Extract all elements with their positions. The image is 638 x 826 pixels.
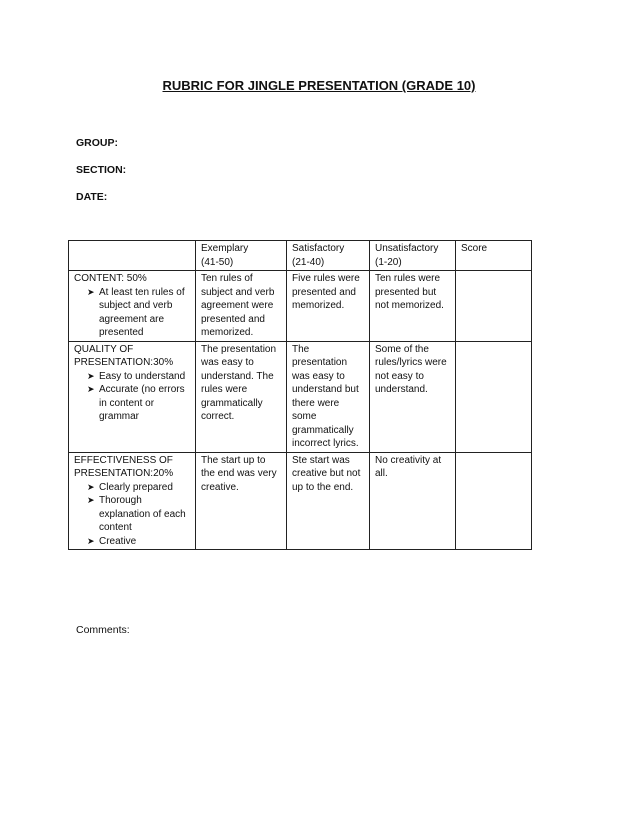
satisfactory-cell: Five rules were presented and memorized.	[287, 271, 370, 342]
arrow-bullet-icon: ➤	[87, 481, 95, 492]
header-range: (21-40)	[292, 256, 325, 268]
rubric-table	[68, 240, 532, 550]
date-field-label: DATE:	[76, 191, 108, 203]
arrow-bullet-icon: ➤	[87, 370, 95, 381]
comments-label: Comments:	[76, 624, 130, 636]
criterion-title: QUALITY OF PRESENTATION:30%	[74, 343, 174, 368]
header-row	[69, 241, 532, 271]
arrow-bullet-icon: ➤	[87, 495, 95, 505]
satisfactory-cell: The presentation was easy to understand but there were some grammatically incorrect lyrics.	[287, 341, 370, 452]
header-label: Satisfactory	[292, 243, 345, 254]
satisfactory-cell: Ste start was creative but not up to the end.	[287, 452, 370, 550]
criterion-bullets	[74, 481, 191, 549]
page-title: RUBRIC FOR JINGLE PRESENTATION (GRADE 10)	[162, 78, 476, 93]
unsatisfactory-cell: Some of the rules/lyrics were not easy to understand.	[370, 341, 456, 452]
criterion-bullets	[74, 370, 191, 424]
table-row	[69, 341, 532, 452]
criterion-cell	[69, 271, 196, 342]
list-item: ➤ Thorough explanation of each content	[87, 495, 186, 533]
criterion-cell	[69, 341, 196, 452]
criterion-title: CONTENT: 50%	[74, 273, 147, 284]
unsatisfactory-cell: No creativity at all.	[370, 452, 456, 550]
header-range: (1-20)	[375, 256, 402, 268]
exemplary-cell: Ten rules of subject and verb agreement were presented and memorized.	[196, 271, 287, 342]
header-criteria-cell	[69, 241, 196, 271]
criterion-bullets	[74, 286, 191, 340]
section-field-label: SECTION:	[76, 164, 127, 176]
header-range: (41-50)	[201, 256, 234, 268]
list-item: ➤ Accurate (no errors in content or grammar	[87, 384, 185, 422]
list-item: ➤ Easy to understand	[87, 370, 186, 382]
criterion-title: EFFECTIVENESS OF PRESENTATION:20%	[74, 454, 174, 479]
exemplary-cell: The presentation was easy to understand. The rules were grammatically correct.	[196, 341, 287, 452]
header-label: Exemplary	[201, 243, 249, 254]
list-item: ➤ Creative	[87, 535, 137, 547]
score-cell	[456, 341, 532, 452]
header-exemplary-cell	[196, 241, 287, 271]
score-cell	[456, 452, 532, 550]
header-label: Score	[461, 243, 488, 254]
table-row	[69, 452, 532, 550]
table-row	[69, 271, 532, 342]
header-satisfactory-cell	[287, 241, 370, 271]
arrow-bullet-icon: ➤	[87, 535, 95, 546]
arrow-bullet-icon: ➤	[87, 286, 95, 297]
list-item: ➤ At least ten rules of subject and verb agreement are presented	[87, 286, 185, 338]
header-score-cell	[456, 241, 532, 271]
arrow-bullet-icon: ➤	[87, 384, 95, 394]
score-cell	[456, 271, 532, 342]
criterion-cell	[69, 452, 196, 550]
exemplary-cell: The start up to the end was very creative.	[196, 452, 287, 550]
list-item: ➤ Clearly prepared	[87, 481, 173, 493]
group-field-label: GROUP:	[76, 137, 118, 149]
unsatisfactory-cell: Ten rules were presented but not memorized.	[370, 271, 456, 342]
header-unsatisfactory-cell	[370, 241, 456, 271]
header-label: Unsatisfactory	[375, 243, 439, 254]
